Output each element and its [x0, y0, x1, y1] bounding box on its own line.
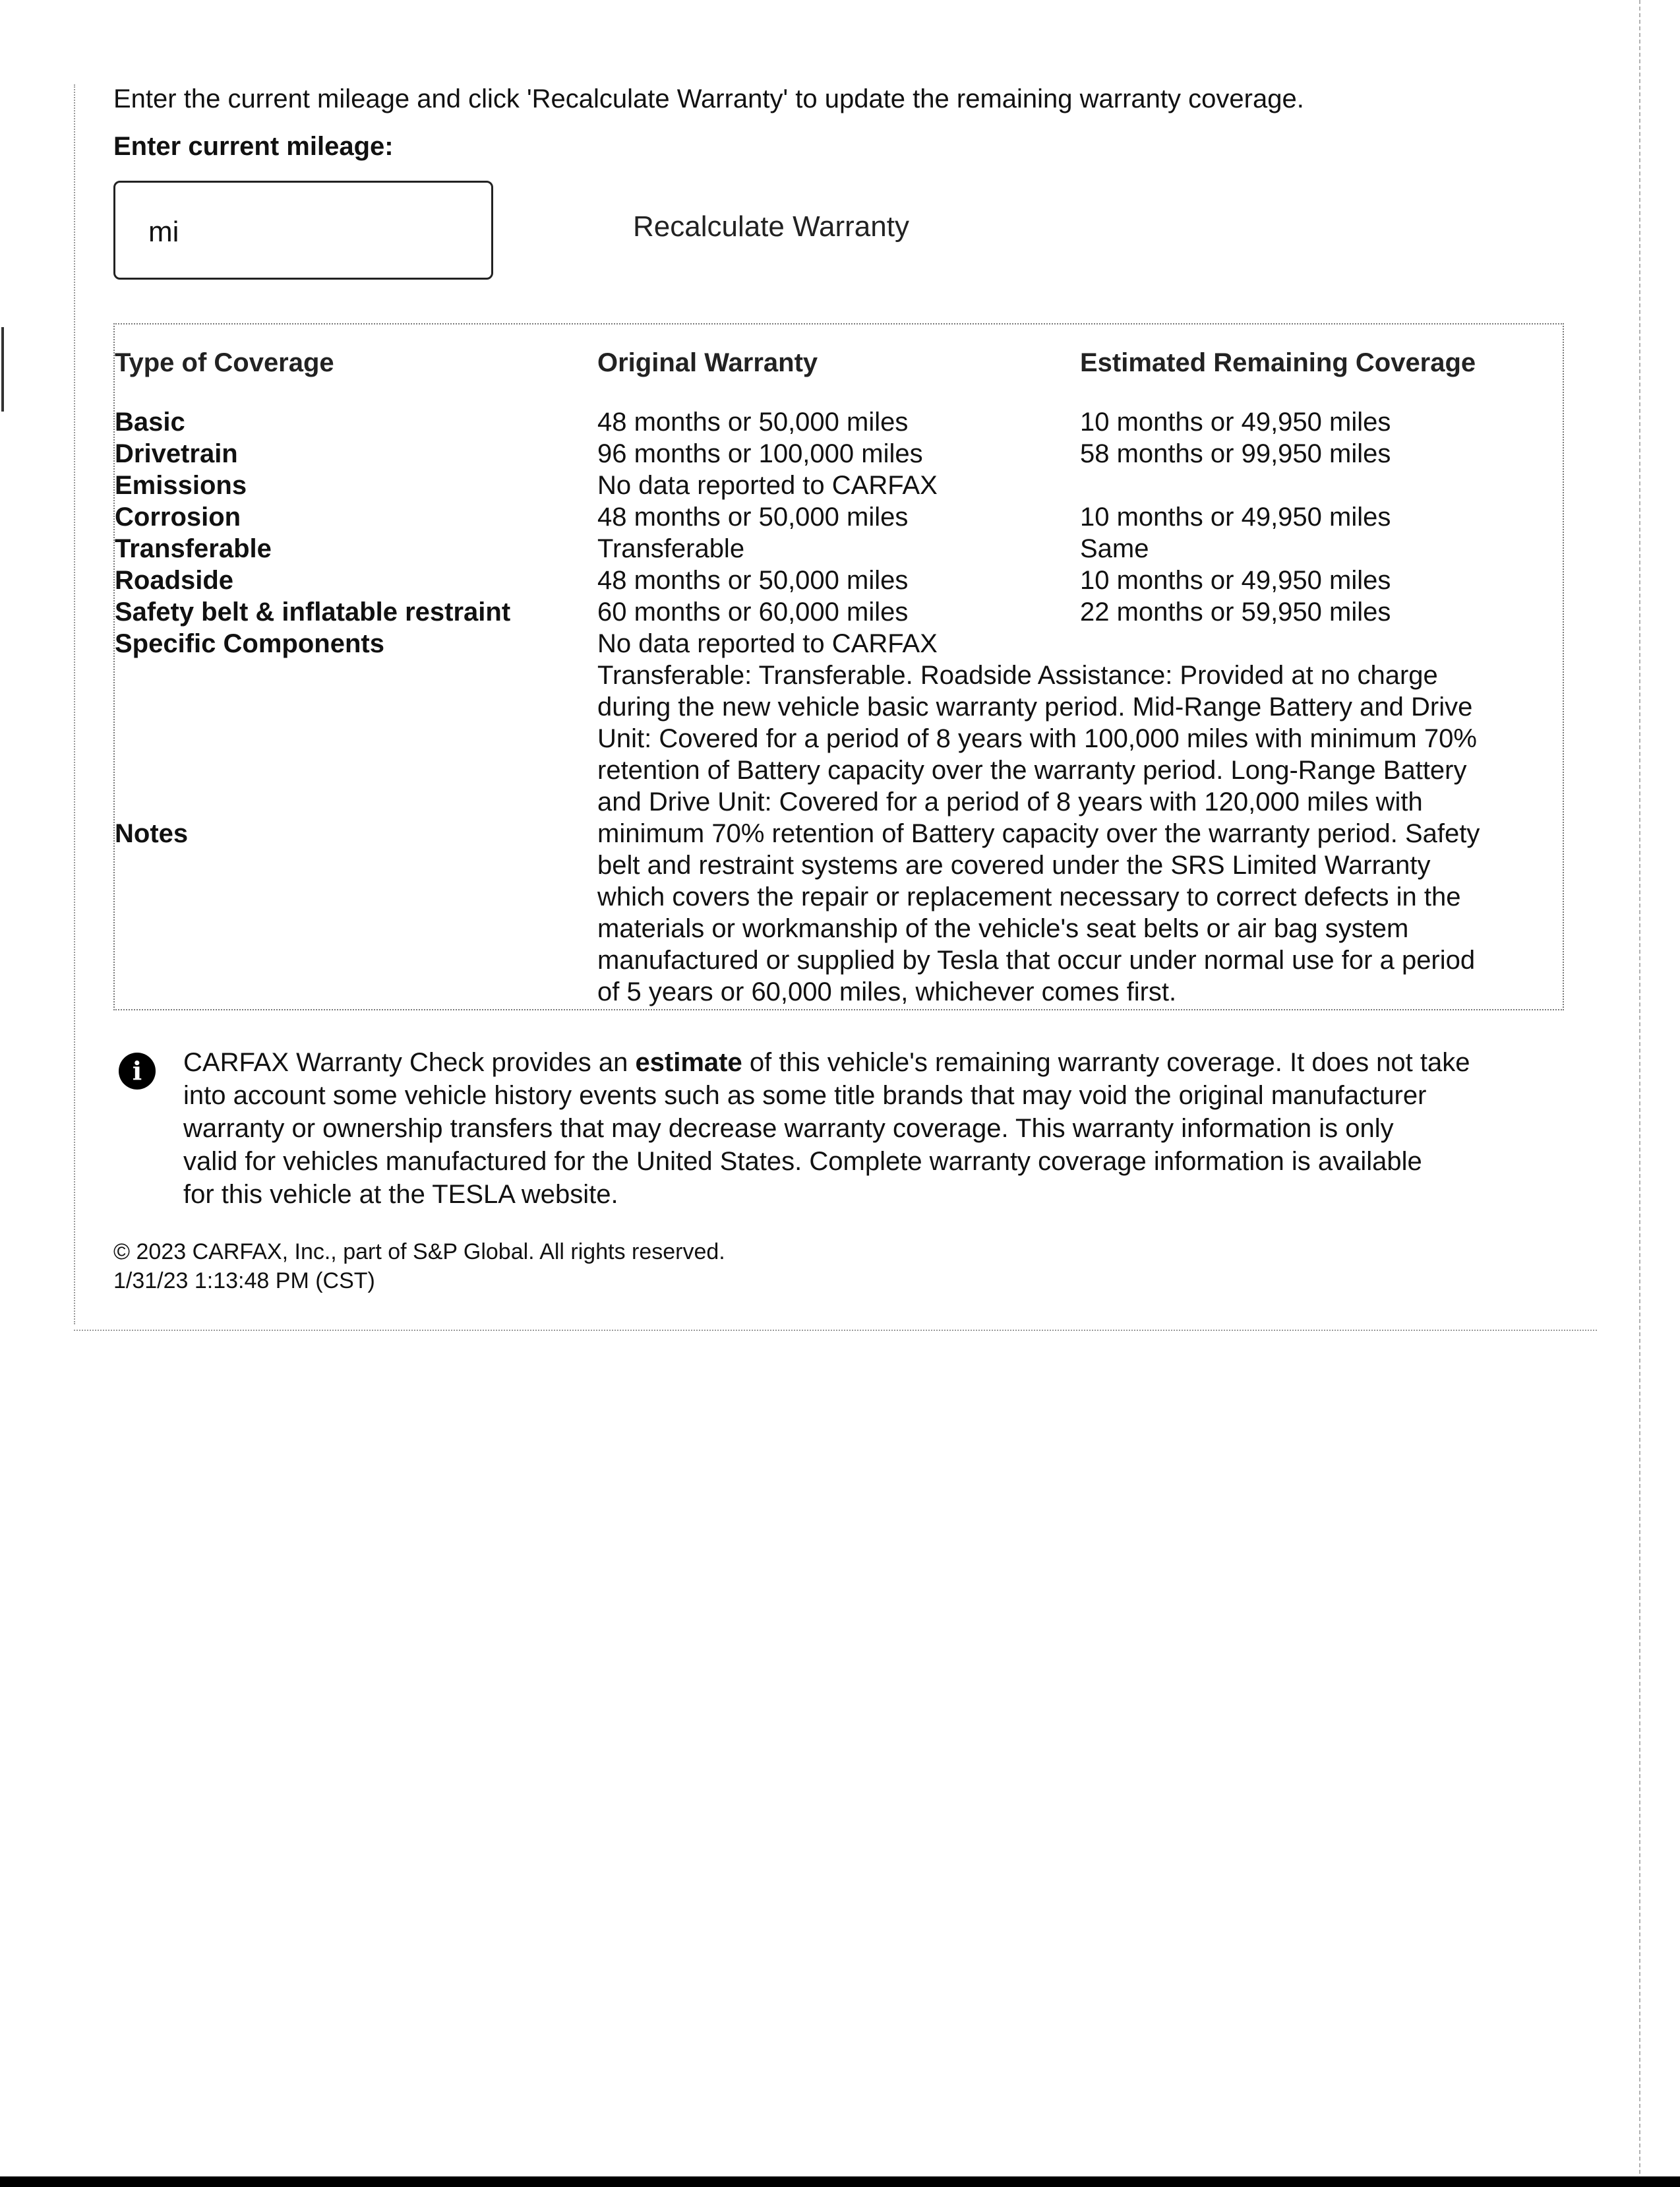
notes-line: materials or workmanship of the vehicle's seat belts or air bag system	[597, 914, 1409, 943]
row-type-basic: Basic	[115, 408, 185, 437]
header-type-of-coverage: Type of Coverage	[115, 348, 334, 377]
row-type-roadside: Roadside	[115, 566, 234, 595]
scan-edge-bottom	[74, 1330, 1597, 1331]
row-remaining-roadside: 10 months or 49,950 miles	[1080, 566, 1391, 595]
notes-text	[597, 660, 1480, 1008]
scan-edge-mark	[1, 327, 4, 412]
scan-bottom-bar	[0, 2176, 1680, 2187]
row-type-corrosion: Corrosion	[115, 503, 241, 532]
mileage-unit: mi	[148, 216, 179, 248]
row-original-drivetrain: 96 months or 100,000 miles	[597, 439, 923, 468]
scan-edge-right	[1639, 0, 1640, 2187]
intro-text: Enter the current mileage and click 'Recalculate Warranty' to update the remaining warranty coverage.	[113, 84, 1304, 113]
row-original-transferable: Transferable	[597, 534, 745, 563]
disclaimer-line: into account some vehicle history events such as some title brands that may void the original manufacturer	[183, 1081, 1427, 1110]
header-original-warranty: Original Warranty	[597, 348, 818, 377]
row-type-emissions: Emissions	[115, 471, 247, 500]
notes-line: during the new vehicle basic warranty period. Mid-Range Battery and Drive	[597, 693, 1473, 722]
scan-edge-left	[74, 84, 75, 1324]
row-remaining-drivetrain: 58 months or 99,950 miles	[1080, 439, 1391, 468]
disclaimer-line: valid for vehicles manufactured for the United States. Complete warranty coverage information is available	[183, 1147, 1422, 1176]
row-type-drivetrain: Drivetrain	[115, 439, 238, 468]
header-estimated-remaining: Estimated Remaining Coverage	[1080, 348, 1476, 377]
mileage-input[interactable]	[113, 181, 493, 280]
row-original-basic: 48 months or 50,000 miles	[597, 408, 909, 437]
notes-line: Transferable: Transferable. Roadside Assistance: Provided at no charge	[597, 661, 1438, 690]
row-remaining-transferable: Same	[1080, 534, 1149, 563]
disclaimer-line: warranty or ownership transfers that may decrease warranty coverage. This warranty information is only	[183, 1114, 1394, 1143]
notes-line: which covers the repair or replacement necessary to correct defects in the	[597, 882, 1461, 911]
row-remaining-corrosion: 10 months or 49,950 miles	[1080, 503, 1391, 532]
notes-line: and Drive Unit: Covered for a period of 8 years with 120,000 miles with	[597, 787, 1423, 816]
disclaimer-line	[183, 1046, 1470, 1079]
row-original-emissions: No data reported to CARFAX	[597, 471, 938, 500]
row-original-safety-belt: 60 months or 60,000 miles	[597, 598, 909, 627]
notes-line: of 5 years or 60,000 miles, whichever comes first.	[597, 977, 1177, 1006]
disclaimer-estimate: estimate	[635, 1048, 742, 1077]
notes-line: Unit: Covered for a period of 8 years with 100,000 miles with minimum 70%	[597, 724, 1477, 753]
notes-line: retention of Battery capacity over the warranty period. Long-Range Battery	[597, 756, 1467, 785]
disclaimer-line: for this vehicle at the TESLA website.	[183, 1180, 618, 1209]
info-icon: i	[119, 1053, 156, 1090]
disclaimer-text: of this vehicle's remaining warranty coverage. It does not take	[742, 1048, 1470, 1077]
row-remaining-safety-belt: 22 months or 59,950 miles	[1080, 598, 1391, 627]
row-type-safety-belt: Safety belt & inflatable restraint	[115, 598, 511, 627]
warranty-disclaimer	[183, 1046, 1470, 1211]
notes-line: manufactured or supplied by Tesla that occur under normal use for a period	[597, 946, 1476, 975]
row-type-specific-components: Specific Components	[115, 629, 384, 658]
disclaimer-text: CARFAX Warranty Check provides an	[183, 1048, 636, 1077]
recalculate-warranty-button[interactable]: Recalculate Warranty	[633, 208, 909, 245]
row-type-transferable: Transferable	[115, 534, 272, 563]
row-original-roadside: 48 months or 50,000 miles	[597, 566, 909, 595]
row-original-corrosion: 48 months or 50,000 miles	[597, 503, 909, 532]
timestamp: 1/31/23 1:13:48 PM (CST)	[113, 1268, 375, 1293]
row-remaining-basic: 10 months or 49,950 miles	[1080, 408, 1391, 437]
row-type-notes: Notes	[115, 819, 189, 848]
notes-line: minimum 70% retention of Battery capacity over the warranty period. Safety	[597, 819, 1480, 848]
footer	[113, 1237, 725, 1295]
copyright: © 2023 CARFAX, Inc., part of S&P Global. All rights reserved.	[113, 1239, 725, 1264]
notes-line: belt and restraint systems are covered under the SRS Limited Warranty	[597, 851, 1431, 880]
mileage-label: Enter current mileage:	[113, 132, 394, 161]
row-original-specific-components: No data reported to CARFAX	[597, 629, 938, 658]
